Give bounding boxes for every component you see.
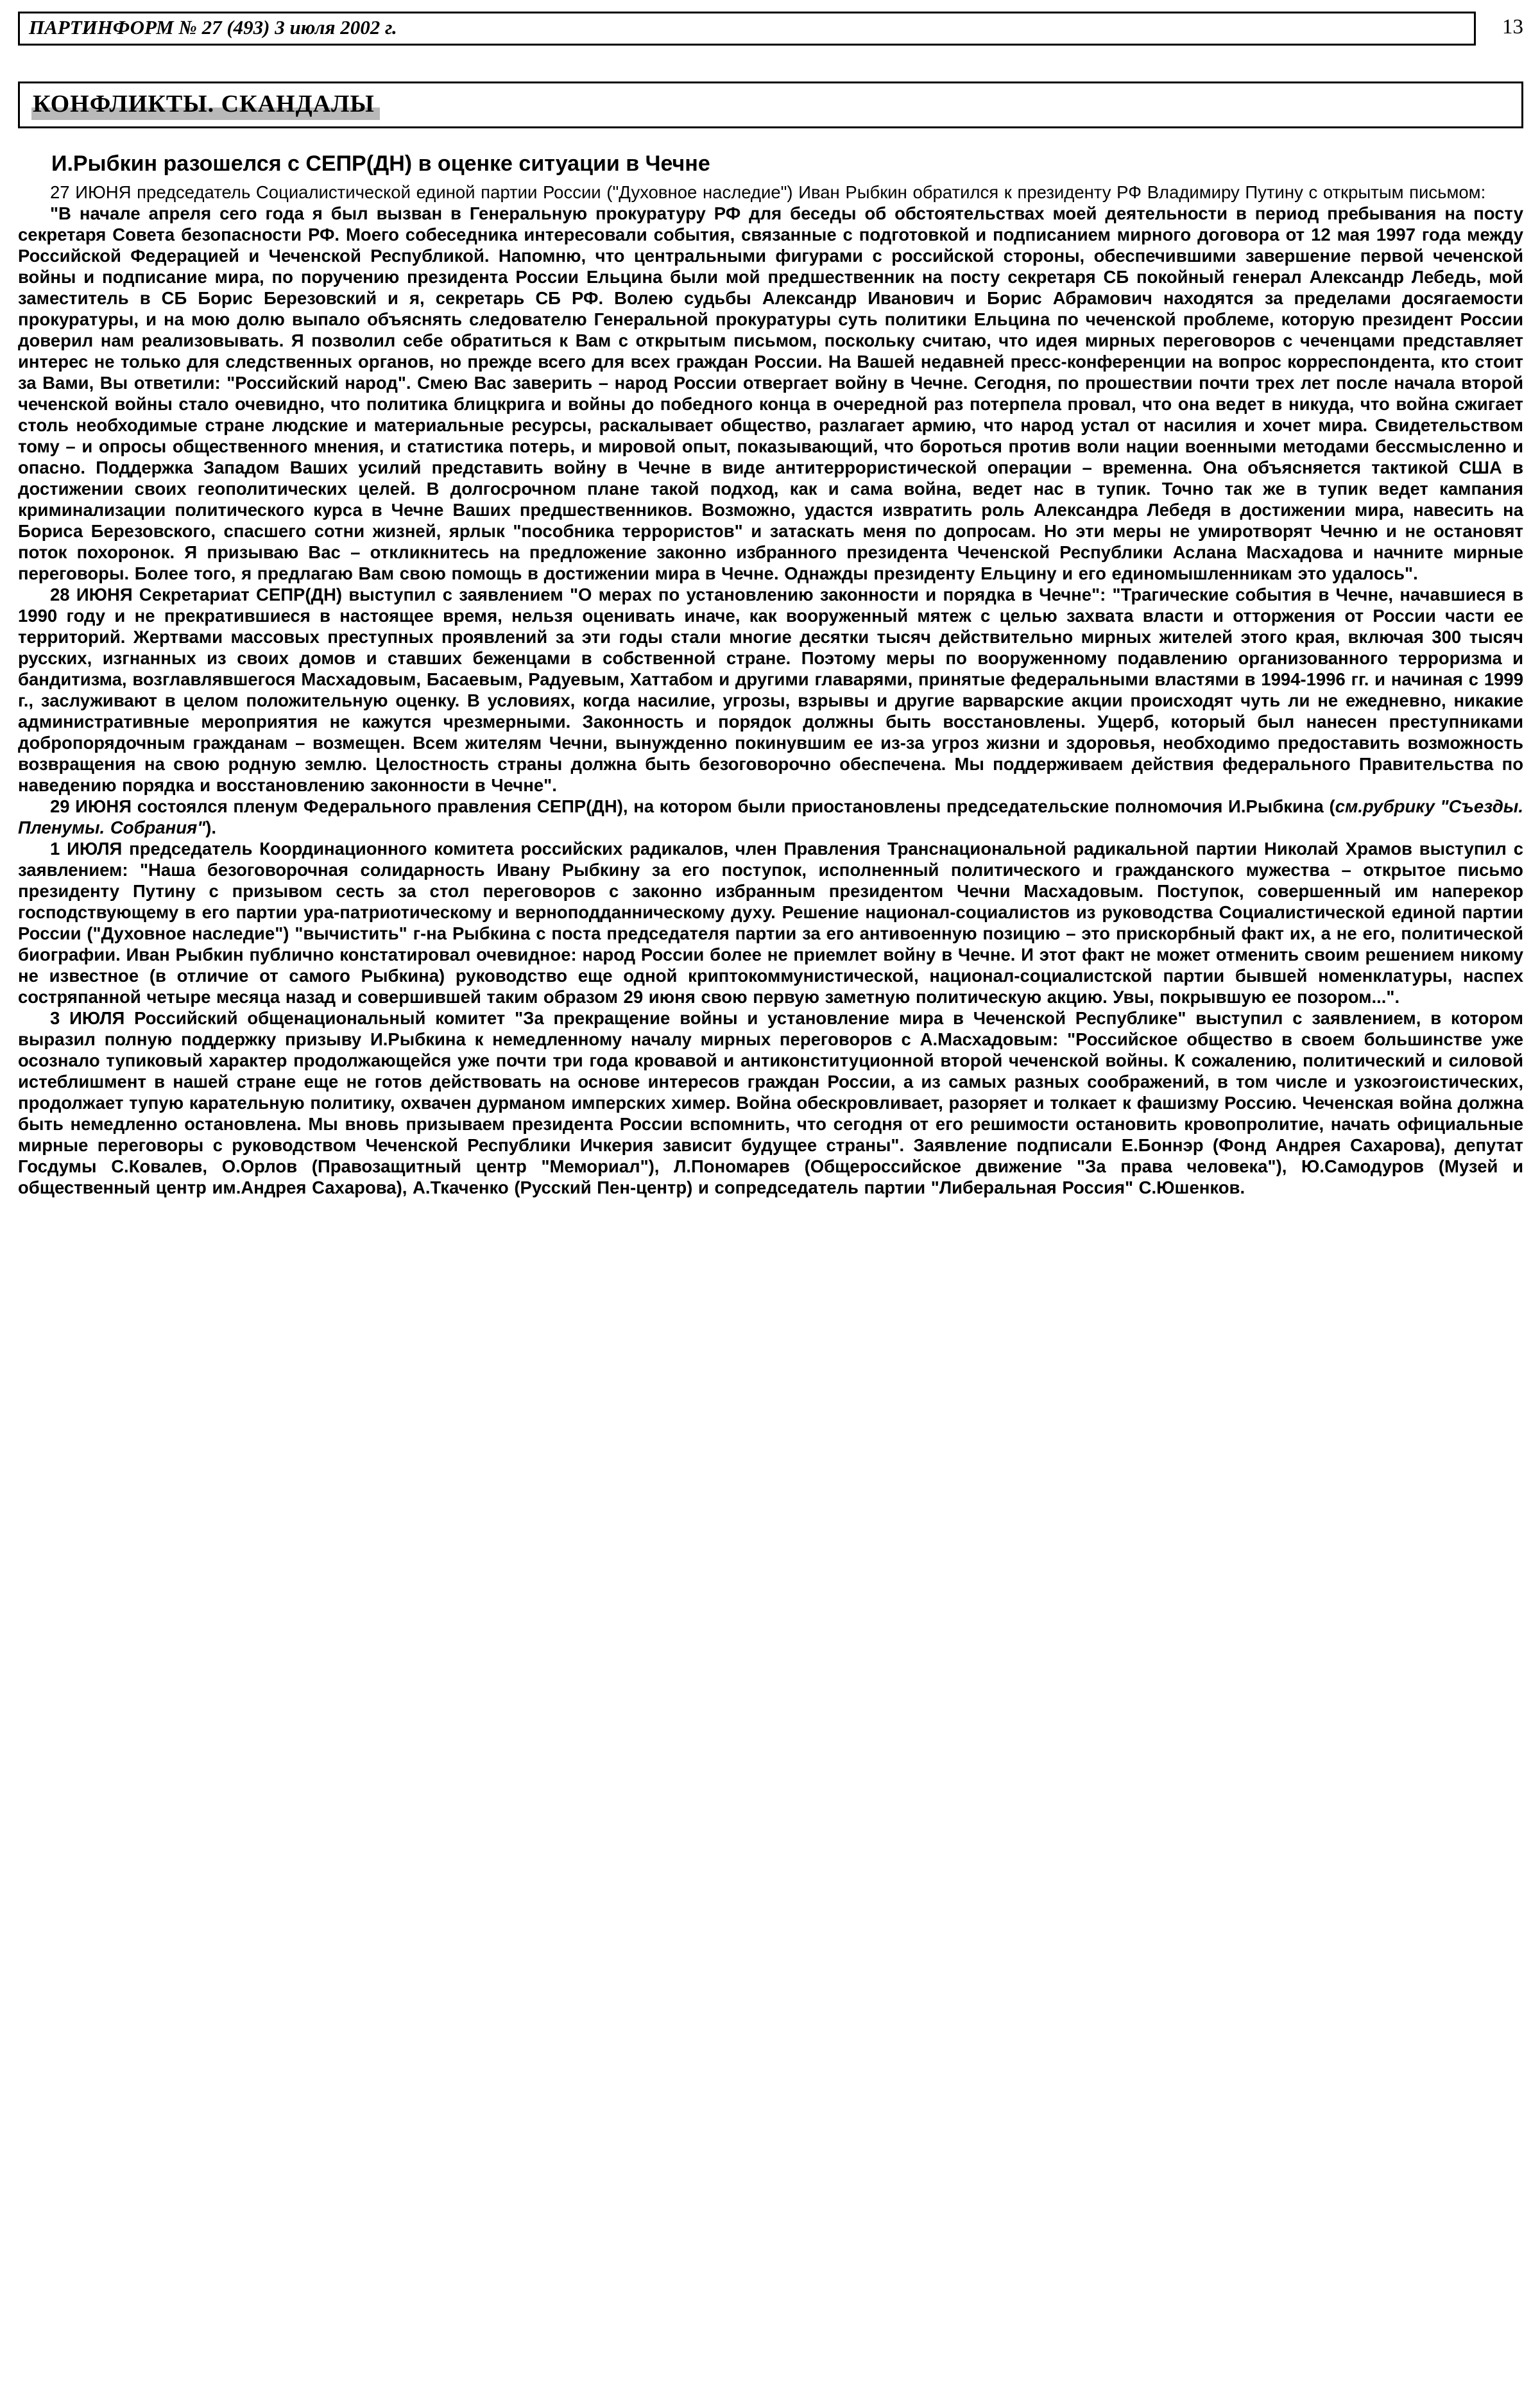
paragraph-29-june-tail: ). bbox=[205, 818, 217, 838]
newsletter-masthead bbox=[18, 12, 1476, 46]
newsletter-title: ПАРТИНФОРМ № 27 (493) 3 июля 2002 г. bbox=[29, 16, 397, 39]
paragraph-29-june-plenum bbox=[18, 796, 1523, 838]
section-header bbox=[18, 81, 1523, 128]
paragraph-28-june-statement: 28 ИЮНЯ Секретариат СЕПР(ДН) выступил с заявлением "О мерах по установлению законности и порядка в Чечне": "Трагические события в Чечне, начавшиеся в 1990 году и не прекратившиеся в настоящее время, нельзя оценивать иначе, как вооруженный мятеж с целью захвата власти и отторжения от России части ее территорий. Жертвами массовых преступных проявлений за эти годы стали многие десятки тысяч действительно мирных жителей этого края, включая 300 тысяч русских, изгнанных из своих домов и ставших беженцами в собственной стране. Поэтому меры по вооруженному подавлению организованного терроризма и бандитизма, возглавлявшегося Масхадовым, Басаевым, Радуевым, Хаттабом и другими главарями, принятые федеральными властями в 1994-1996 гг. и начиная с 1999 г., заслуживают в целом положительную оценку. В условиях, когда насилие, угрозы, взрывы и другие варварские акции происходят чуть ли не ежедневно, никакие административные мероприятия не кажутся чрезмерными. Законность и порядок должны быть восстановлены. Ущерб, который был нанесен преступниками добропорядочным гражданам – возмещен. Всем жителям Чечни, вынужденно покинувшим ее из-за угроз жизни и здоровья, необходимо предоставить возможность возвращения на свою родную землю. Целостность страны должна быть безоговорочно обеспечена. Мы поддерживаем действия федерального Правительства по наведению порядка и восстановлению законности в Чечне". bbox=[18, 585, 1523, 796]
paragraph-open-letter: "В начале апреля сего года я был вызван в Генеральную прокуратуру РФ для беседы об обстоятельствах моей деятельности в период пребывания на посту секретаря Совета безопасности РФ. Моего собеседника интересовали события, связанные с подготовкой и подписанием мирного договора от 12 мая 1997 года между Российской Федерацией и Чеченской Республикой. Напомню, что центральными фигурами с российской стороны, обеспечившими завершение первой чеченской войны и подписание мира, по поручению президента России Ельцина были мой предшественник на посту секретаря СБ покойный генерал Александр Лебедь, мой заместитель в СБ Борис Березовский и я, секретарь СБ РФ. Волею судьбы Александр Иванович и Борис Абрамович находятся за пределами досягаемости прокуратуры, и на мою долю выпало объяснять следователю Генеральной прокуратуры суть политики Ельцина по чеченской проблеме, которую президент России доверил нам реализовывать. Я позволил себе обратиться к Вам с открытым письмом, поскольку считаю, что идея мирных переговоров с чеченцами представляет интерес не только для следственных органов, но прежде всего для всех граждан России. На Вашей недавней пресс-конференции на вопрос корреспондента, кто стоит за Вами, Вы ответили: "Российский народ". Смею Вас заверить – народ России отвергает войну в Чечне. Сегодня, по прошествии почти трех лет после начала второй чеченской войны стало очевидно, что политика блицкрига и войны до победного конца в очередной раз потерпела провал, что она ведет в никуда, что война сжигает столь необходимые стране людские и материальные ресурсы, раскалывает общество, разлагает армию, что народ устал от насилия и хочет мира. Свидетельством тому – и опросы общественного мнения, и статистика потерь, и мировой опыт, показывающий, что бороться против воли нации военными методами бессмысленно и опасно. Поддержка Западом Ваших усилий представить войну в Чечне в виде антитеррористической операции – временна. Она объясняется тактикой США в достижении своих геополитических целей. В долгосрочном плане такой подход, как и сама война, ведет нас в тупик. Точно так же в тупик ведет кампания криминализации политического курса в Чечне Ваших предшественников. Возможно, удастся извратить роль Александра Лебедя в достижении мира, навесить на Бориса Березовского, спасшего сотни жизней, ярлык "пособника террористов" и затаскать меня по допросам. Но эти меры не умиротворят Чечню и не остановят поток похоронок. Я призываю Вас – откликнитесь на предложение законно избранного президента Чеченской Республики Аслана Масхадова и начните мирные переговоры. Более того, я предлагаю Вам свою помощь в достижении мира в Чечне. Однажды президенту Ельцину и его единомышленникам это удалось". bbox=[18, 203, 1523, 584]
page-number: 13 bbox=[1502, 15, 1523, 39]
rubric-reference: см.рубрику "Съезды. Пленумы. Собрания" bbox=[18, 796, 1523, 838]
paragraph-intro-27-june: 27 ИЮНЯ председатель Социалистической единой партии России ("Духовное наследие") Иван Рыбкин обратился к президенту РФ Владимиру Путину с открытым письмом: bbox=[50, 182, 1486, 203]
section-title: КОНФЛИКТЫ. СКАНДАЛЫ bbox=[31, 90, 380, 120]
article-title: И.Рыбкин разошелся с СЕПР(ДН) в оценке ситуации в Чечне bbox=[51, 151, 710, 176]
page-header bbox=[18, 12, 1523, 46]
paragraph-29-june-lead: 29 ИЮНЯ состоялся пленум Федерального правления СЕПР(ДН), на котором были приостановлены председательские полномочия И.Рыбкина ( bbox=[50, 796, 1335, 817]
paragraph-1-july-khramov: 1 ИЮЛЯ председатель Координационного комитета российских радикалов, член Правления Транснациональной радикальной партии Николай Храмов выступил с заявлением: "Наша безоговорочная солидарность Ивану Рыбкину за его поступок, исполненный политического и гражданского мужества – открытое письмо президенту Путину с призывом сесть за стол переговоров с законно избранным президентом Чечни Масхадовым. Поступок, совершенный им наперекор господствующему в его партии ура-патриотическому и верноподданническому духу. Решение национал-социалистов из руководства Социалистической единой партии России ("Духовное наследие") "вычистить" г-на Рыбкина с поста председателя партии за его антивоенную позицию – это прискорбный факт их, а не его, политической биографии. Иван Рыбкин публично констатировал очевидное: народ России более не приемлет войну в Чечне. И этот факт не может отменить своим решением никому не известное (в отличие от самого Рыбкина) руководство еще одной криптокоммунистической, национал-социалистской партии бывшей номенклатуры, наспех состряпанной четыре месяца назад и совершившей таким образом 29 июня свою первую заметную политическую акцию. Увы, покрывшую ее позором...". bbox=[18, 839, 1523, 1007]
paragraph-3-july-committee: 3 ИЮЛЯ Российский общенациональный комитет "За прекращение войны и установление мира в Чеченской Республике" выступил с заявлением, в котором выразил полную поддержку призыву И.Рыбкина к немедленному началу мирных переговоров с А.Масхадовым: "Российское общество в своем большинстве уже осознало тупиковый характер продолжающейся уже почти три года кровавой и антиконституционной второй чеченской войны. К сожалению, политический и силовой истеблишмент в нашей стране еще не готов действовать на основе интересов граждан России, а из самых разных соображений, в том числе и узкоэгоистических, продолжает тупую карательную политику, охвачен дурманом имперских химер. Война обескровливает, разоряет и толкает к фашизму Россию. Чеченская война должна быть немедленно остановлена. Мы вновь призываем президента России вспомнить, что сегодня от его решимости остановить кровопролитие, начать официальные мирные переговоры с руководством Чеченской Республики Ичкерия зависит будущее страны". Заявление подписали Е.Боннэр (Фонд Андрея Сахарова), депутат Госдумы С.Ковалев, О.Орлов (Правозащитный центр "Мемориал"), Л.Пономарев (Общероссийское движение "За права человека"), Ю.Самодуров (Музей и общественный центр им.Андрея Сахарова), А.Ткаченко (Русский Пен-центр) и сопредседатель партии "Либеральная Россия" С.Юшенков. bbox=[18, 1008, 1523, 1198]
article bbox=[18, 151, 1523, 1198]
